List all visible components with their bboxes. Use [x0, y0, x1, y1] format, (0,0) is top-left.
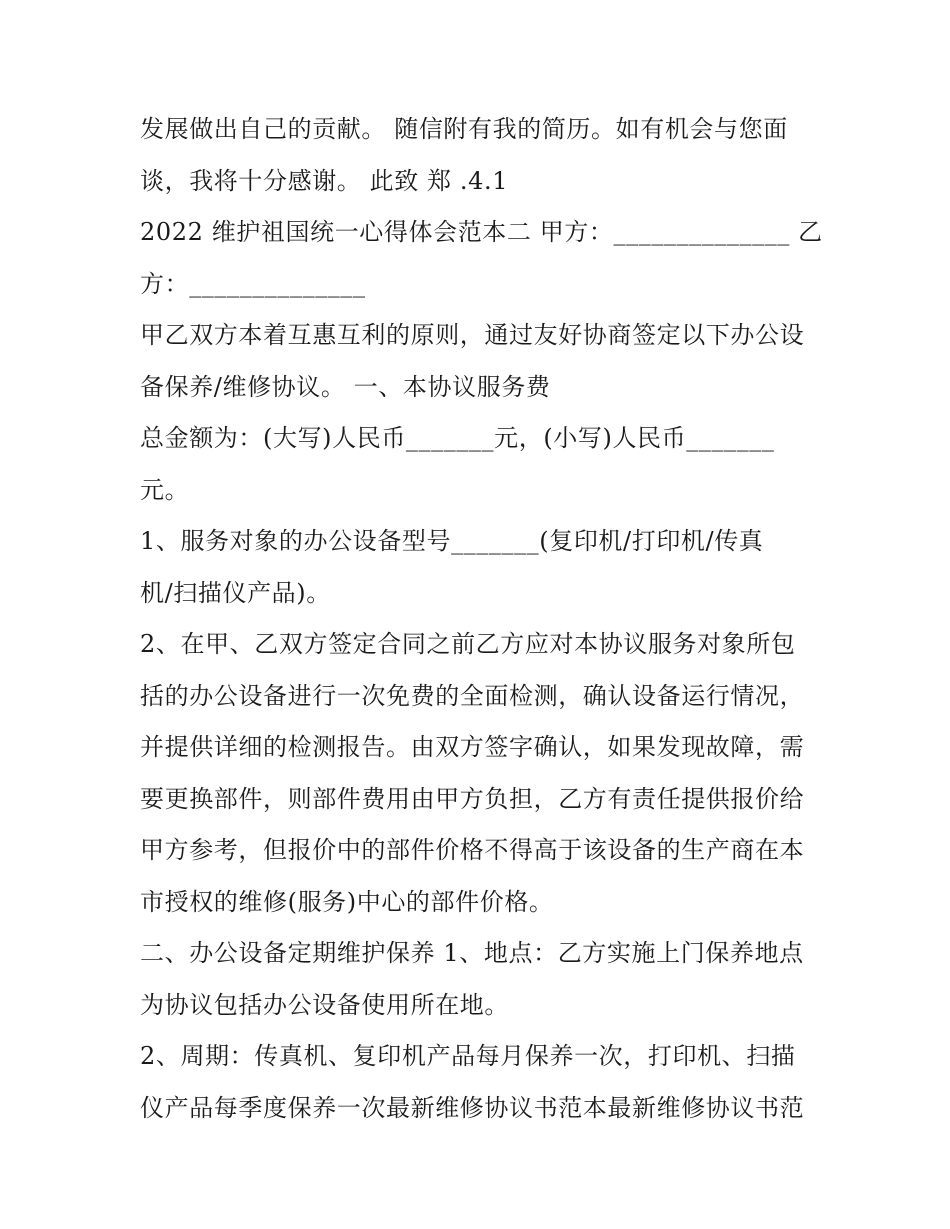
- text-line: 括的办公设备进行一次免费的全面检测，确认设备运行情况，: [140, 681, 805, 710]
- text-line: 2022 维护祖国统一心得体会范本二 甲方：______________ 乙: [140, 218, 823, 246]
- text-line: 2、周期：传真机、复印机产品每月保养一次，打印机、扫描: [140, 1042, 796, 1070]
- text-line: 仪产品每季度保养一次最新维修协议书范本最新维修协议书范: [140, 1093, 805, 1122]
- text-line: 二、办公设备定期维护保养 1、地点：乙方实施上门保养地点: [140, 939, 804, 967]
- text-line: 1、服务对象的办公设备型号_______(复印机/打印机/传真: [140, 527, 764, 555]
- text-line: 要更换部件，则部件费用由甲方负担，乙方有责任提供报价给: [140, 784, 805, 813]
- text-line: 方：______________: [140, 269, 366, 298]
- text-line: 市授权的维修(服务)中心的部件价格。: [140, 887, 554, 916]
- text-line: 甲方参考，但报价中的部件价格不得高于该设备的生产商在本: [140, 836, 805, 864]
- text-line: 总金额为：(大写)人民币_______元，(小写)人民币_______: [140, 424, 775, 452]
- text-line: 发展做出自己的贡献。 随信附有我的简历。如有机会与您面: [140, 115, 788, 143]
- text-line: 机/扫描仪产品)。: [140, 578, 331, 607]
- text-line: 甲乙双方本着互惠互利的原则，通过友好协商签定以下办公设: [140, 321, 805, 349]
- document-body: [140, 104, 823, 1134]
- text-line: 备保养/维修协议。 一、本协议服务费: [140, 372, 551, 401]
- text-line: 为协议包括办公设备使用所在地。: [140, 990, 509, 1019]
- text-line: 元。: [140, 475, 190, 504]
- text-line: 并提供详细的检测报告。由双方签字确认，如果发现故障，需: [140, 733, 805, 761]
- text-line: 2、在甲、乙双方签定合同之前乙方应对本协议服务对象所包: [140, 630, 796, 658]
- text-line: 谈，我将十分感谢。 此致 郑 .4.1: [140, 166, 509, 195]
